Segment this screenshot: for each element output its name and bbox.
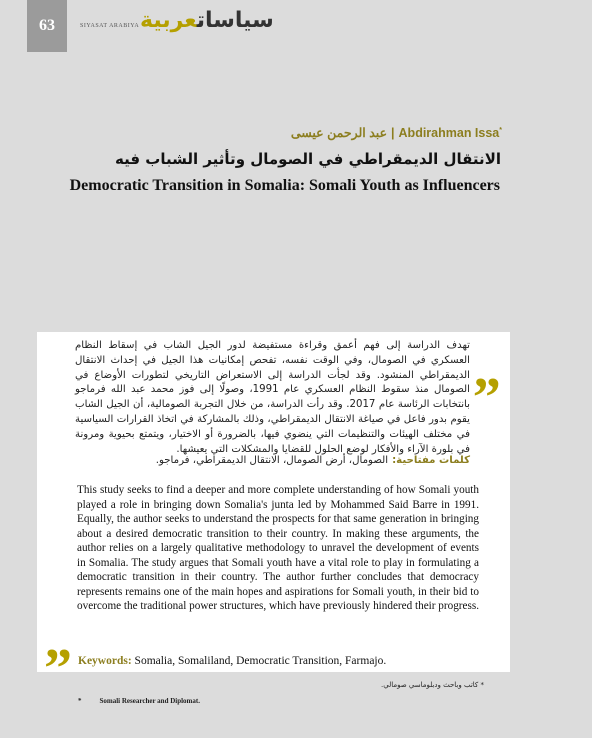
- journal-logo: [80, 2, 274, 42]
- author-line: [291, 125, 502, 140]
- footnote-english-text: Somali Researcher and Diplomat.: [99, 697, 200, 705]
- footnote-english: [78, 697, 200, 705]
- logo-arabic-part2: عربية: [140, 8, 197, 33]
- page-number-box: [27, 0, 67, 52]
- logo-english: SIYASAT ARABIYA: [80, 23, 140, 29]
- quote-mark-open: “: [473, 345, 501, 407]
- abstract-arabic: تهدف الدراسة إلى فهم أعمق وقراءة مستفيضة لدور الجيل الشاب في إسقاط النظام العسكري في الصومال، وفي الوقت نفسه، تفحص إمكانيات هذا الجيل في إحداث الانتقال الديمقراطي المنشود. وقد لجأت الدراسة إلى الاستعراض التاريخي لتطورات الأوضاع في الصومال منذ سقوط النظام العسكري عام 1991، وصولًا إلى فوز محمد عبد الله فرماجو بانتخابات الرئاسة عام 2017. وقد رأت الدراسة، من خلال التجربة الصومالية، أن الجيل الشاب يقوم بدور فاعل في صياغة الانتقال الديمقراطي، وذلك بالمشاركة في اتخاذ القرارات السياسية في مختلف الهيئات والتنظيمات التي ينضوي فيها، بالضرورة أو الاختيار، ويتمتع بحيوية ومرونة في بلورة الآراء والأفكار لوضع الحلول للقضايا والمشكلات التي يعيشها.: [75, 340, 470, 455]
- footnote-arabic-star: *: [480, 681, 484, 689]
- keywords-english-values: Somalia, Somaliland, Democratic Transition, Farmajo.: [134, 655, 387, 667]
- author-arabic: عبد الرحمن عيسى: [290, 126, 388, 140]
- footnote-arabic-text: كاتب وباحث ودبلوماسي صومالي.: [381, 681, 479, 689]
- keywords-english: [78, 655, 386, 667]
- keywords-arabic: [75, 455, 470, 466]
- title-english: Democratic Transition in Somalia: Somali Youth as Influencers: [69, 177, 500, 194]
- keywords-arabic-values: الصومال، أرض الصومال، الانتقال الديمقراطي، فرماجو.: [155, 455, 389, 466]
- author-separator: |: [391, 126, 395, 140]
- author-footnote-mark: *: [499, 126, 502, 134]
- footnote-english-star: *: [78, 697, 82, 705]
- title-arabic: الانتقال الديمقراطي في الصومال وتأثير الشباب فيه: [114, 150, 501, 168]
- page-number: 63: [39, 17, 55, 34]
- abstract-english: This study seeks to find a deeper and more complete understanding of how Somali youth played a role in bringing down Somalia's junta led by Mohammed Said Barre in 1991. Equally, the author seeks to understand the prospects for that same generation in bringing about a desired democratic transition to their country. In making these arguments, the author relies on a largely qualitative methodology to unravel the development of events in Somalia. The study argues that Somali youth have a vital role to play in formulating a democratic transition in their country. The author further concludes that democracy represents remains one of the main hopes and aspirations for Somali youth, in their bid to overcome the traditional power structures, which have previously hindered their progress.: [77, 484, 480, 612]
- keywords-arabic-label: كلمات مفتاحية:: [392, 455, 470, 466]
- logo-arabic-part1: سياسات: [196, 8, 274, 33]
- keywords-english-label: Keywords:: [78, 655, 132, 667]
- logo-arabic: [140, 8, 274, 33]
- quote-mark-close: ”: [44, 638, 72, 700]
- footnote-arabic: [381, 681, 484, 689]
- author-english: Abdirahman Issa: [398, 126, 500, 140]
